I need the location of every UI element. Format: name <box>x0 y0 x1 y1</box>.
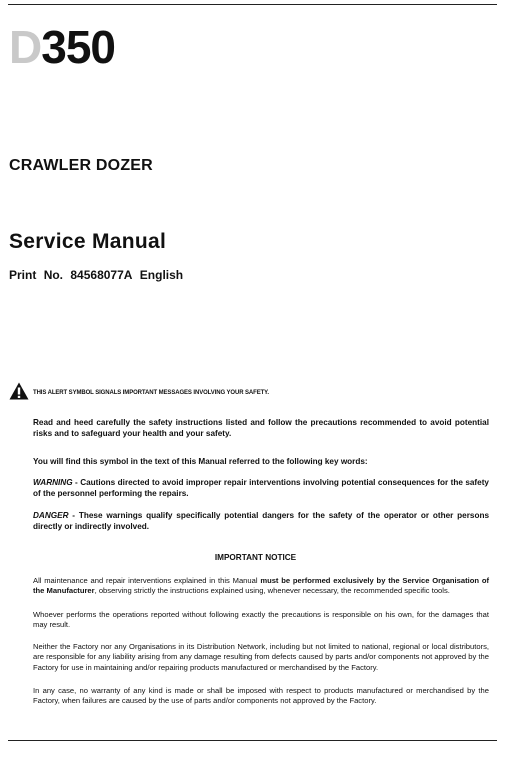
danger-label: DANGER <box>33 511 69 520</box>
read-heed-paragraph: Read and heed carefully the safety instructions listed and follow the precautions recommended to avoid potential risks and to safeguard your health and your safety. <box>33 418 489 438</box>
warning-paragraph <box>33 477 489 499</box>
notice-paragraph-4: In any case, no warranty of any kind is made or shall be imposed with respect to products manufactured or merchandised by the Factory, when failures are caused by the use of parts and/or components not approved by the Factory. <box>33 686 489 706</box>
notice-p1-c: , observing strictly the instructions explained using, whenever necessary, the recommended specific tools. <box>94 586 450 596</box>
important-notice-title: IMPORTANT NOTICE <box>214 553 297 562</box>
print-number: 84568077A <box>70 268 133 282</box>
notice-p1-b: must be performed exclusively by the Service Organisation of the Manufacturer <box>33 576 489 596</box>
model-number: 350 <box>41 21 115 73</box>
model-designation <box>9 20 115 74</box>
print-no-label: No. <box>43 268 64 282</box>
notice-p1-a: All maintenance and repair interventions explained in this Manual <box>33 576 261 585</box>
print-language: English <box>139 268 184 282</box>
danger-paragraph <box>33 510 489 532</box>
safety-alert-row <box>9 382 489 400</box>
warning-text: - Cautions directed to avoid improper repair interventions involving potential consequences for the safety of the personnel performing the repairs. <box>33 478 489 498</box>
danger-text: - These warnings qualify specifically potential dangers for the safety of the operator or other persons directly or indirectly involved. <box>33 511 489 531</box>
model-prefix: D <box>9 21 42 73</box>
notice-paragraph-3: Neither the Factory nor any Organisations in its Distribution Network, including but not limited to national, regional or local distributors, are responsible for any liability arising from any damage resulting from defects caused by parts and/or components not approved by the Factory for use in maintaining and/or repairing products manufactured or merchandised by the Factory. <box>33 642 489 672</box>
notice-paragraph-2: Whoever performs the operations reported without following exactly the precautions is responsible on his own, for the damages that may result. <box>33 610 489 630</box>
machine-type: CRAWLER DOZER <box>9 157 153 174</box>
warning-triangle-icon <box>9 382 29 400</box>
notice-paragraph-1 <box>33 576 489 597</box>
bottom-rule <box>8 740 497 741</box>
print-number-line <box>9 268 187 282</box>
manual-title: Service Manual <box>9 230 167 253</box>
top-rule <box>8 4 497 5</box>
symbol-note-paragraph: You will find this symbol in the text of this Manual referred to the following key words: <box>33 457 368 466</box>
safety-alert-text: THIS ALERT SYMBOL SIGNALS IMPORTANT MESSAGES INVOLVING YOUR SAFETY. <box>33 390 269 396</box>
print-label: Print <box>9 268 37 282</box>
warning-label: WARNING <box>33 478 73 487</box>
